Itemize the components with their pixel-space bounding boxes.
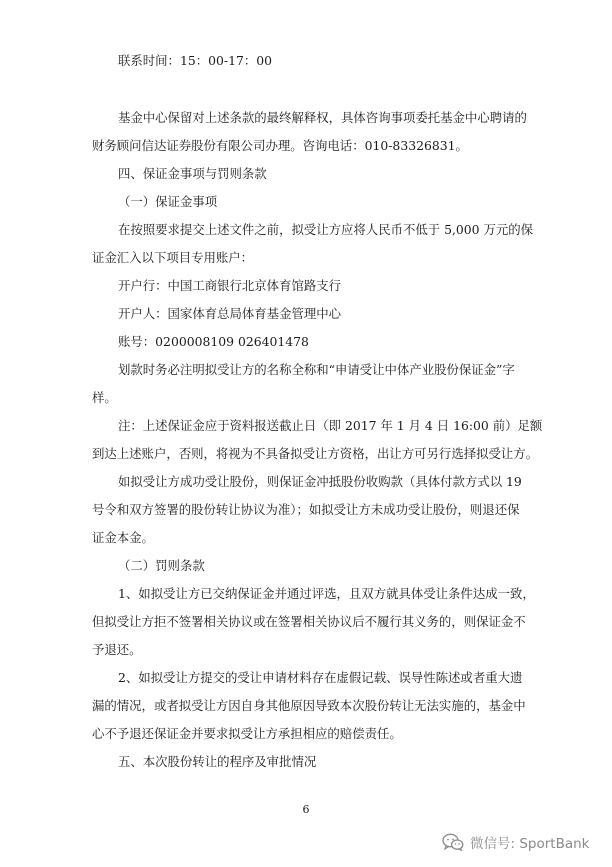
wechat-watermark xyxy=(442,832,590,852)
paragraph-line: 予退还。 xyxy=(92,642,142,657)
note-line: 注：上述保证金应于资料报送截止日（即 2017 年 1 月 4 日 16:00 前）足额 xyxy=(118,418,543,433)
paragraph-line: 基金中心保留对上述条款的最终解释权，具体咨询事项委托基金中心聘请的 xyxy=(118,110,527,125)
section-heading: 五、本次股份转让的程序及审批情况 xyxy=(118,754,317,769)
watermark-text: 微信号: SportBank xyxy=(470,836,590,852)
paragraph-line: 划款时务必注明拟受让方的名称全称和“申请受让中体产业股份保证金”字 xyxy=(118,362,515,377)
account-holder-line: 开户人：国家体育总局体育基金管理中心 xyxy=(118,306,342,321)
section-heading: 四、保证金事项与罚则条款 xyxy=(118,166,267,181)
paragraph-line: 在按照要求提交上述文件之前，拟受让方应将人民币不低于 5,000 万元的保 xyxy=(118,222,534,237)
subsection-heading: （二）罚则条款 xyxy=(118,558,205,573)
paragraph-line: 号令和双方签署的股份转让协议为准）；如拟受让方未成功受让股份，则退还保 xyxy=(92,502,520,517)
paragraph-line: 财务顾问信达证券股份有限公司办理。咨询电话：010-83326831。 xyxy=(92,138,468,153)
page-number: 6 xyxy=(302,803,310,816)
bank-name-line: 开户行：中国工商银行北京体育馆路支行 xyxy=(118,278,342,293)
paragraph-line: 样。 xyxy=(92,390,117,405)
account-number-line: 账号：0200008109 026401478 xyxy=(118,334,309,349)
paragraph-line: 1、如拟受让方已交纳保证金并通过评选，且双方就具体受让条件达成一致， xyxy=(118,586,535,601)
contact-time-line: 联系时间：15：00-17：00 xyxy=(118,53,272,68)
note-line: 到达上述账户，否则，将视为不具备拟受让方资格，出让方可另行选择拟受让方。 xyxy=(92,446,539,461)
wechat-icon xyxy=(442,833,464,851)
paragraph-line: 如拟受让方成功受让股份，则保证金冲抵股份收购款（具体付款方式以 19 xyxy=(118,474,522,489)
paragraph-line: 2、如拟受让方提交的受让申请材料存在虚假记载、误导性陈述或者重大遗 xyxy=(118,670,523,685)
paragraph-line: 证金本金。 xyxy=(92,530,154,545)
paragraph-line: 漏的情况，或者拟受让方因自身其他原因导致本次股份转让无法实施的，基金中 xyxy=(92,698,526,713)
paragraph-line: 证金汇入以下项目专用账户： xyxy=(92,250,254,265)
paragraph-line: 但拟受让方拒不签署相关协议或在签署相关协议后不履行其义务的，则保证金不 xyxy=(92,614,526,629)
subsection-heading: （一）保证金事项 xyxy=(118,194,218,209)
paragraph-line: 心不予退还保证金并要求拟受让方承担相应的赔偿责任。 xyxy=(92,726,402,741)
